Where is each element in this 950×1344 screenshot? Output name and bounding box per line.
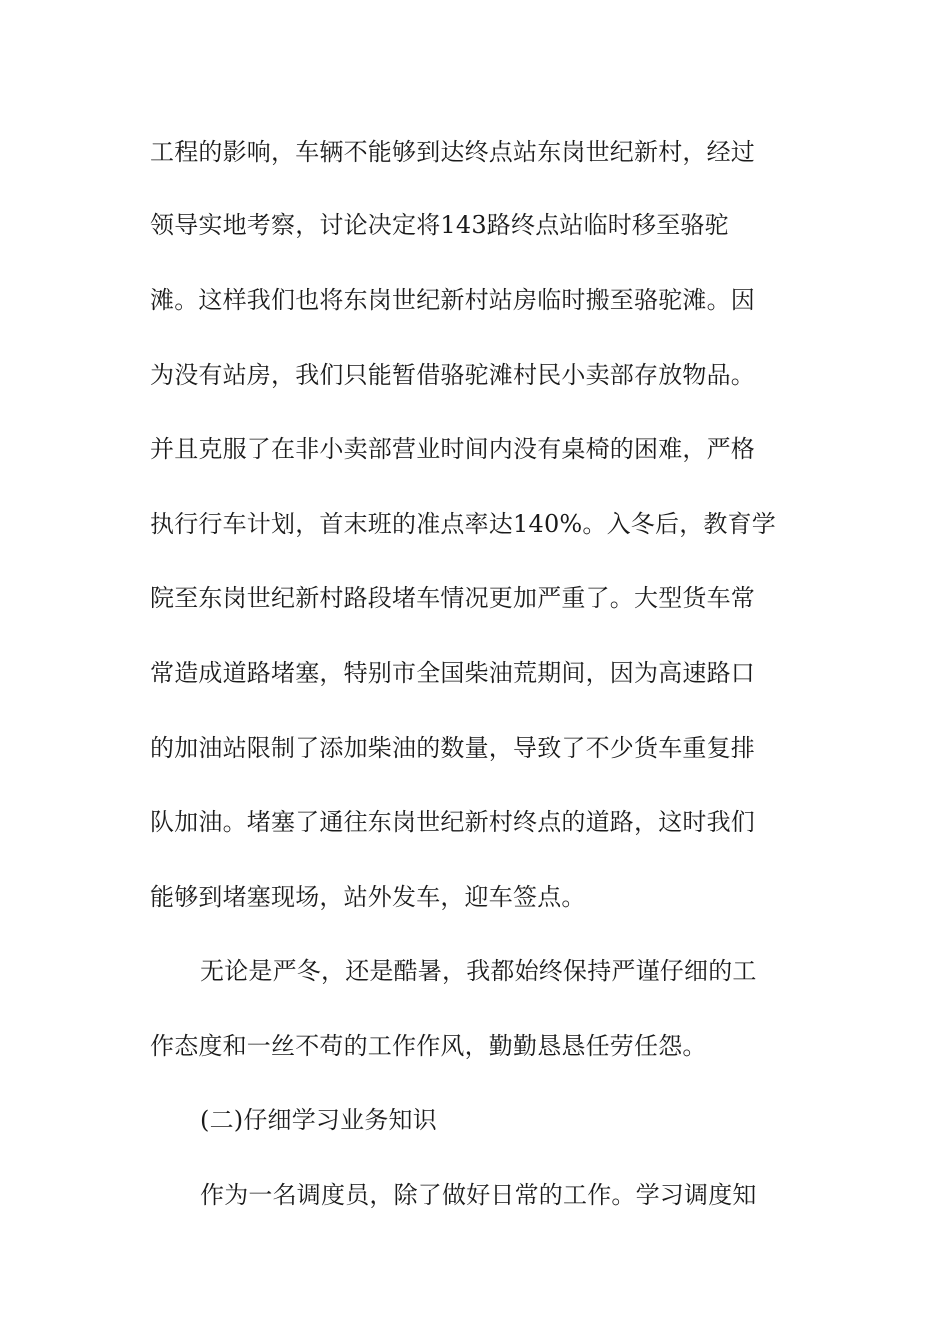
paragraph-line: 滩。这样我们也将东岗世纪新村站房临时搬至骆驼滩。因 [150,286,755,314]
paragraph-line: 作为一名调度员，除了做好日常的工作。学习调度知 [200,1181,757,1209]
paragraph-line: 并且克服了在非小卖部营业时间内没有桌椅的困难，严格 [150,435,755,463]
paragraph-line: 能够到堵塞现场，站外发车，迎车签点。 [150,883,586,911]
paragraph-line: 无论是严冬，还是酷暑，我都始终保持严谨仔细的工 [200,957,757,985]
paragraph-line: 工程的影响，车辆不能够到达终点站东岗世纪新村，经过 [150,138,755,166]
paragraph-line: 领导实地考察，讨论决定将143路终点站临时移至骆驼 [150,211,729,239]
paragraph-line: 作态度和一丝不苟的工作作风，勤勤恳恳任劳任怨。 [150,1032,707,1060]
paragraph-line: 执行行车计划，首末班的准点率达140%。入冬后，教育学 [150,510,777,538]
paragraph-line: 为没有站房，我们只能暂借骆驼滩村民小卖部存放物品。 [150,361,755,389]
paragraph-line: 队加油。堵塞了通往东岗世纪新村终点的道路，这时我们 [150,808,755,836]
paragraph-line: 常造成道路堵塞，特别市全国柴油荒期间，因为高速路口 [150,659,755,687]
section-heading: (二)仔细学习业务知识 [200,1106,437,1134]
paragraph-line: 的加油站限制了添加柴油的数量，导致了不少货车重复排 [150,734,755,762]
paragraph-line: 院至东岗世纪新村路段堵车情况更加严重了。大型货车常 [150,584,755,612]
